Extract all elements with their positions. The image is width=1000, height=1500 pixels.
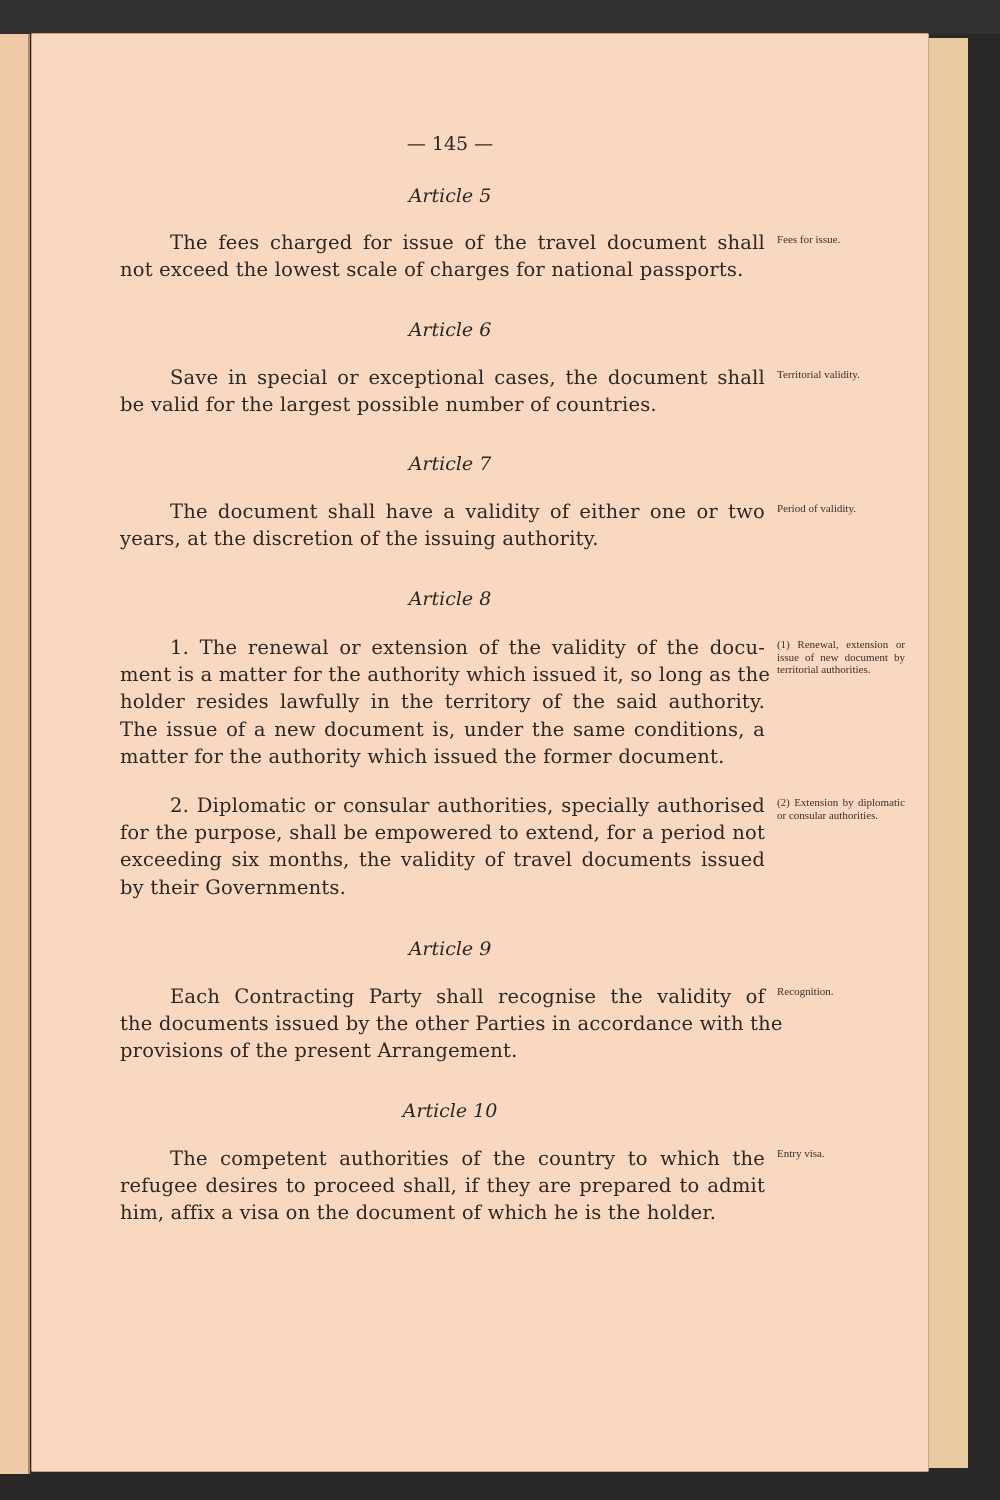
page-stack-edge	[925, 38, 968, 1468]
paragraph-line: be valid for the largest possible number of countries.	[120, 393, 657, 417]
paragraph-line: The fees charged for issue of the travel document shall	[170, 231, 765, 254]
article-heading: Article 8	[408, 588, 492, 610]
paragraph-line: by their Governments.	[120, 875, 346, 899]
margin-note: (2) Extension by diplomatic or consular authorities.	[777, 797, 905, 822]
paragraph-line: matter for the authority which issued the former document.	[120, 744, 725, 768]
paragraph-line: Each Contracting Party shall recognise the validity of	[170, 985, 765, 1008]
paragraph-line: for the purpose, shall be empowered to extend, for a period not	[120, 821, 765, 845]
paragraph-line: Save in special or exceptional cases, the document shall	[170, 366, 765, 389]
paragraph-line: The issue of a new document is, under the same conditions, a	[120, 717, 765, 741]
scan-background	[0, 0, 1000, 34]
article-heading: Article 9	[408, 938, 492, 960]
paragraph-line: The competent authorities of the country to which the	[170, 1147, 765, 1170]
paragraph-line: provisions of the present Arrangement.	[120, 1039, 518, 1063]
paragraph-line: years, at the discretion of the issuing authority.	[120, 527, 599, 551]
paragraph-line: 2. Diplomatic or consular authorities, specially authorised	[170, 794, 765, 817]
margin-note: Entry visa.	[777, 1148, 825, 1160]
margin-note: Period of validity.	[777, 503, 857, 515]
margin-note: Territorial validity.	[777, 369, 860, 381]
article-heading: Article 7	[408, 453, 492, 475]
margin-note: Fees for issue.	[777, 234, 841, 246]
page-number: — 145 —	[406, 133, 494, 155]
article-heading: Article 10	[402, 1100, 498, 1122]
paragraph-line: ment is a matter for the authority which issued it, so long as the	[120, 663, 771, 687]
paragraph-line: refugee desires to proceed shall, if they are prepared to admit	[120, 1174, 765, 1198]
paragraph-line: exceeding six months, the validity of travel documents issued	[120, 848, 765, 872]
article-heading: Article 6	[408, 319, 492, 341]
paragraph-line: 1. The renewal or extension of the validity of the docu-	[170, 636, 765, 659]
paragraph-line: him, affix a visa on the document of which he is the holder.	[120, 1201, 717, 1225]
paragraph-line: holder resides lawfully in the territory of the said authority.	[120, 690, 765, 714]
paragraph-line: The document shall have a validity of either one or two	[170, 500, 765, 523]
margin-note: Recognition.	[777, 986, 834, 998]
facing-page-edge	[0, 34, 30, 1474]
margin-note: (1) Renewal, extension or issue of new document by territorial authorities.	[777, 639, 905, 676]
paragraph-line: not exceed the lowest scale of charges for national passports.	[120, 258, 744, 282]
paragraph-line: the documents issued by the other Parties in accordance with the	[120, 1012, 783, 1036]
article-heading: Article 5	[408, 185, 492, 207]
